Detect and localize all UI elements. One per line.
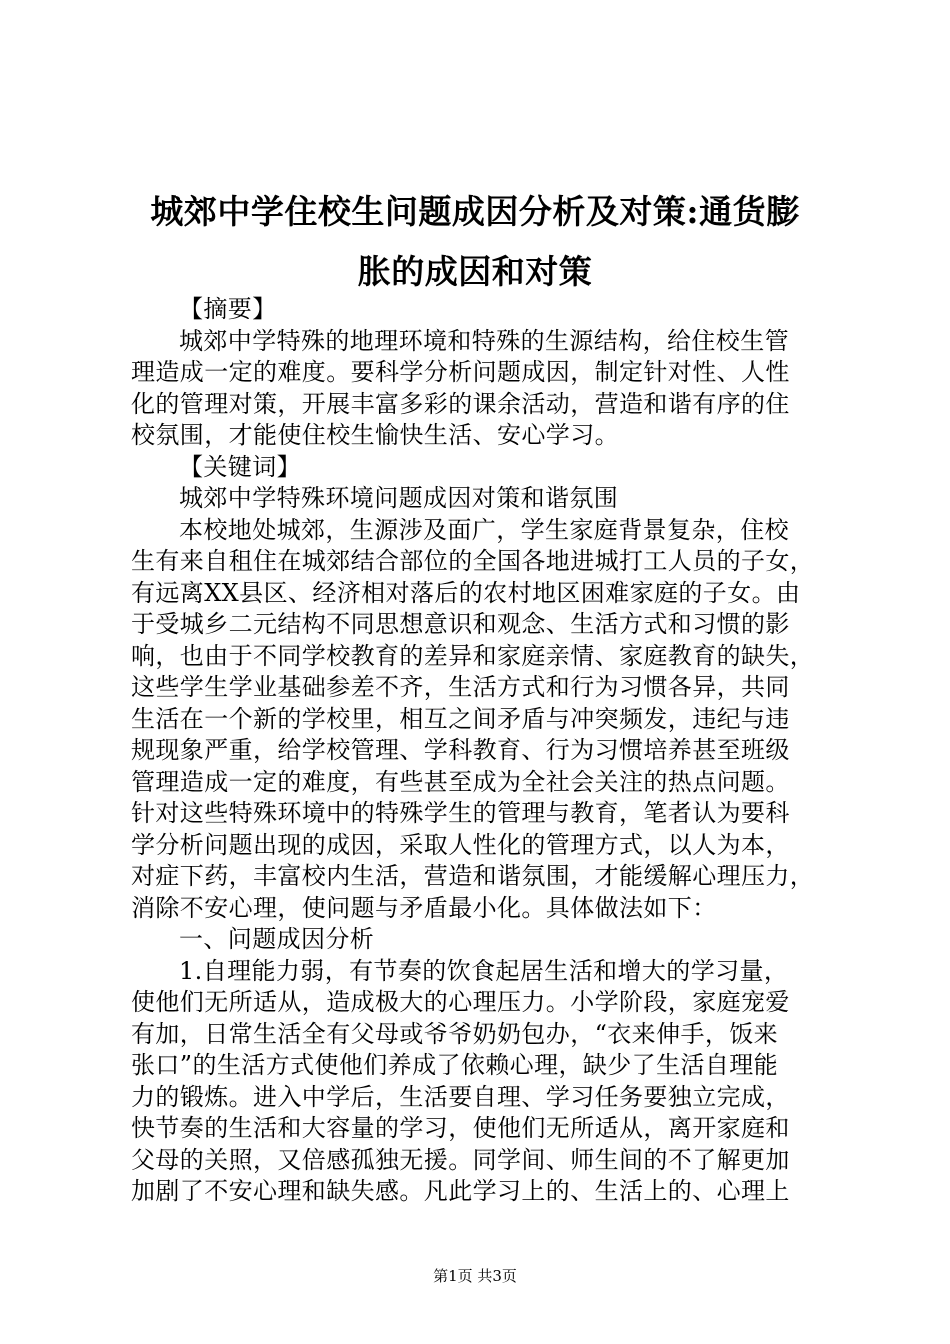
- title-line-1: 城郊中学住校生问题成因分析及对策:通货膨: [150, 192, 800, 231]
- body-line: 对症下药，丰富校内生活，营造和谐氛围，才能缓解心理压力，: [131, 862, 815, 890]
- body-line: 使他们无所适从，造成极大的心理压力。小学阶段，家庭宠爱: [131, 988, 790, 1016]
- body-line: 有远离XX县区、经济相对落后的农村地区困难家庭的子女。由: [131, 578, 801, 607]
- body-line: 1.自理能力弱，有节奏的饮食起居生活和增大的学习量，: [179, 956, 789, 985]
- body-line: 本校地处城郊，生源涉及面广，学生家庭背景复杂，住校: [179, 515, 789, 544]
- body-line: 父母的关照，又倍感孤独无援。同学间、师生间的不了解更加: [131, 1145, 790, 1174]
- body-line: 【摘要】: [179, 295, 277, 323]
- body-line: 加剧了不安心理和缺失感。凡此学习上的、生活上的、心理上: [131, 1177, 790, 1205]
- body-line: 【关键词】: [179, 452, 301, 481]
- body-line: 化的管理对策，开展丰富多彩的课余活动，营造和谐有序的住: [131, 389, 790, 418]
- body-line: 有加，日常生活全有父母或爷爷奶奶包办，“衣来伸手，饭来: [131, 1019, 779, 1048]
- body-line: 理造成一定的难度。要科学分析问题成因，制定针对性、人性: [131, 358, 790, 386]
- body-line: 城郊中学特殊环境问题成因对策和谐氛围: [179, 484, 619, 512]
- body-line: 张口”的生活方式使他们养成了依赖心理，缺少了生活自理能: [131, 1051, 779, 1079]
- body-line: 响，也由于不同学校教育的差异和家庭亲情、家庭教育的缺失，: [131, 641, 815, 670]
- title-line-2: 胀的成因和对策: [357, 252, 593, 291]
- document-title: [120, 182, 830, 302]
- body-line: 一、问题成因分析: [179, 925, 375, 953]
- body-line: 规现象严重，给学校管理、学科教育、行为习惯培养甚至班级: [131, 736, 790, 764]
- body-line: 生有来自租住在城郊结合部位的全国各地进城打工人员的子女，: [131, 547, 815, 575]
- body-line: 于受城乡二元结构不同思想意识和观念、生活方式和习惯的影: [131, 610, 790, 638]
- body-line: 这些学生学业基础参差不齐，生活方式和行为习惯各异，共同: [131, 673, 790, 701]
- body-line: 校氛围，才能使住校生愉快生活、安心学习。: [131, 421, 619, 449]
- page-footer: 第1页 共3页: [433, 1267, 517, 1285]
- body-line: 城郊中学特殊的地理环境和特殊的生源结构，给住校生管: [179, 326, 789, 355]
- body-line: 快节奏的生活和大容量的学习，使他们无所适从，离开家庭和: [131, 1114, 790, 1142]
- body-line: 力的锻炼。进入中学后，生活要自理、学习任务要独立完成，: [131, 1082, 790, 1111]
- body-line: 针对这些特殊环境中的特殊学生的管理与教育，笔者认为要科: [131, 799, 790, 827]
- body-line: 生活在一个新的学校里，相互之间矛盾与冲突频发，违纪与违: [131, 704, 790, 733]
- document-body: [131, 294, 831, 1208]
- body-line: 消除不安心理，使问题与矛盾最小化。具体做法如下：: [131, 893, 717, 922]
- body-line: 管理造成一定的难度，有些甚至成为全社会关注的热点问题。: [131, 767, 790, 796]
- body-line: 学分析问题出现的成因，采取人性化的管理方式，以人为本，: [131, 830, 790, 859]
